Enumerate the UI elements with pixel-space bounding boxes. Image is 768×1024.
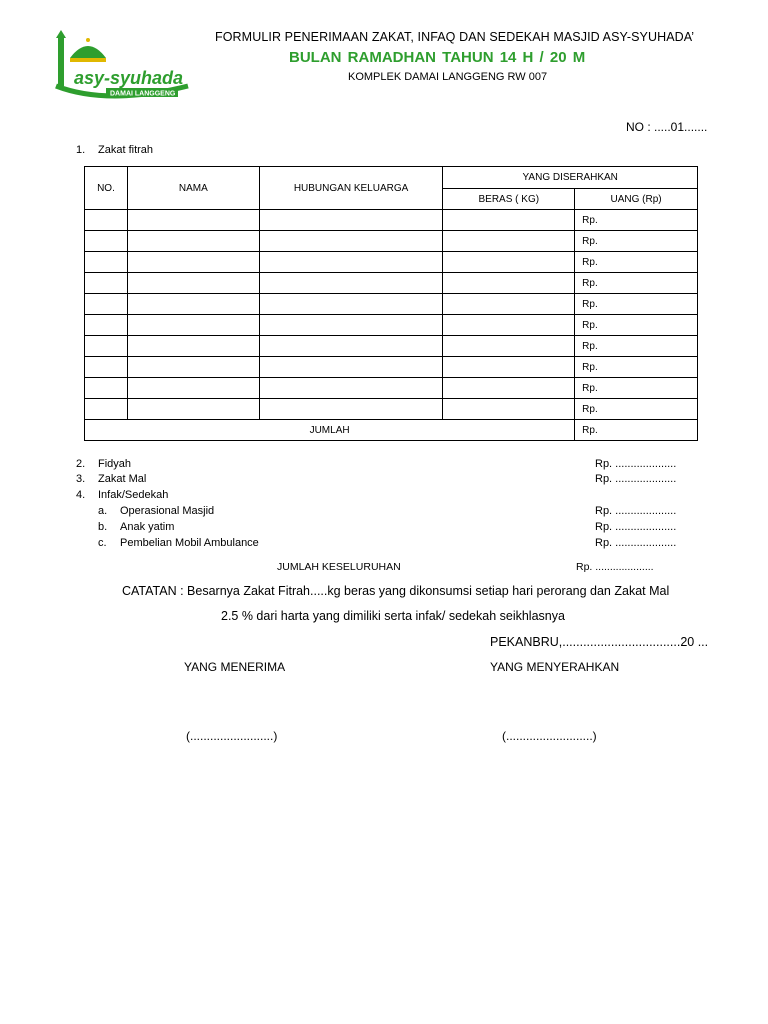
table-row — [85, 315, 698, 336]
subitem-anak-yatim — [98, 521, 174, 533]
amount-fidyah[interactable]: Rp. .................... — [595, 458, 677, 470]
col-header-group: YANG DISERAHKAN — [443, 167, 698, 189]
cell-uang[interactable]: Rp. — [575, 294, 698, 315]
minaret-icon — [58, 38, 64, 86]
item-infak — [76, 489, 168, 501]
cell-no[interactable] — [85, 210, 128, 231]
subitem-operasional — [98, 505, 214, 517]
cell-hubungan[interactable] — [259, 399, 443, 420]
address: KOMPLEK DAMAI LANGGENG RW 007 — [348, 71, 548, 83]
item-label: Zakat Mal — [98, 473, 147, 485]
item-zakat-mal — [76, 473, 146, 485]
receiver-signature[interactable]: (.........................) — [186, 729, 278, 743]
note-line-1: CATATAN : Besarnya Zakat Fitrah.....kg beras yang dikonsumsi setiap hari perorang dan Zakat Mal — [122, 584, 670, 598]
cell-beras[interactable] — [443, 210, 575, 231]
cell-no[interactable] — [85, 378, 128, 399]
cell-nama[interactable] — [127, 231, 259, 252]
form-title: FORMULIR PENERIMAAN ZAKAT, INFAQ DAN SEDEKAH MASJID ASY-SYUHADA’ — [215, 30, 695, 44]
cell-nama[interactable] — [127, 378, 259, 399]
cell-no[interactable] — [85, 399, 128, 420]
section-label: Zakat fitrah — [98, 144, 154, 156]
cell-hubungan[interactable] — [259, 294, 443, 315]
item-fidyah — [76, 458, 131, 470]
dome-icon — [70, 46, 106, 58]
amount-ambulance[interactable]: Rp. .................... — [595, 537, 677, 549]
table-row — [85, 231, 698, 252]
total-label: JUMLAH — [85, 420, 575, 441]
cell-nama[interactable] — [127, 315, 259, 336]
cell-uang[interactable]: Rp. — [575, 357, 698, 378]
item-label: Infak/Sedekah — [98, 489, 169, 501]
cell-uang[interactable]: Rp. — [575, 399, 698, 420]
cell-uang[interactable]: Rp. — [575, 315, 698, 336]
cell-beras[interactable] — [443, 294, 575, 315]
item-number: 4. — [76, 489, 86, 501]
zakat-fitrah-table — [84, 166, 698, 441]
col-header-uang: UANG (Rp) — [575, 189, 698, 210]
subitem-number: b. — [98, 521, 108, 533]
section-zakat-fitrah — [76, 144, 153, 156]
subitem-number: a. — [98, 505, 108, 517]
cell-hubungan[interactable] — [259, 273, 443, 294]
cell-no[interactable] — [85, 315, 128, 336]
cell-no[interactable] — [85, 294, 128, 315]
cell-beras[interactable] — [443, 336, 575, 357]
col-header-beras: BERAS ( KG) — [443, 189, 575, 210]
item-number: 3. — [76, 473, 86, 485]
table-row — [85, 336, 698, 357]
table-row — [85, 378, 698, 399]
col-header-nama: NAMA — [127, 167, 259, 210]
receiver-label: YANG MENERIMA — [184, 660, 286, 674]
cell-uang[interactable]: Rp. — [575, 231, 698, 252]
form-subtitle: BULAN RAMADHAN TAHUN 14 H / 20 M — [289, 49, 586, 66]
cell-beras[interactable] — [443, 315, 575, 336]
cell-nama[interactable] — [127, 357, 259, 378]
cell-uang[interactable]: Rp. — [575, 210, 698, 231]
col-header-no: NO. — [85, 167, 128, 210]
logo-subtext: DAMAI LANGGENG — [110, 90, 176, 98]
cell-no[interactable] — [85, 336, 128, 357]
cell-hubungan[interactable] — [259, 210, 443, 231]
giver-signature[interactable]: (..........................) — [502, 729, 597, 743]
cell-beras[interactable] — [443, 357, 575, 378]
cell-nama[interactable] — [127, 210, 259, 231]
cell-beras[interactable] — [443, 378, 575, 399]
table-row — [85, 399, 698, 420]
col-header-hubungan: HUBUNGAN KELUARGA — [259, 167, 443, 210]
cell-beras[interactable] — [443, 399, 575, 420]
amount-zakat-mal[interactable]: Rp. .................... — [595, 473, 677, 485]
subitem-label: Operasional Masjid — [120, 505, 215, 517]
cell-uang[interactable]: Rp. — [575, 378, 698, 399]
amount-operasional[interactable]: Rp. .................... — [595, 505, 677, 517]
cell-uang[interactable]: Rp. — [575, 273, 698, 294]
subitem-ambulance — [98, 537, 259, 549]
mosque-logo — [48, 28, 198, 106]
amount-anak-yatim[interactable]: Rp. .................... — [595, 521, 677, 533]
giver-label: YANG MENYERAHKAN — [490, 660, 620, 674]
place-date[interactable]: PEKANBRU,..................................20 ... — [490, 635, 709, 649]
table-row — [85, 294, 698, 315]
cell-nama[interactable] — [127, 399, 259, 420]
cell-nama[interactable] — [127, 336, 259, 357]
cell-beras[interactable] — [443, 252, 575, 273]
table-row — [85, 357, 698, 378]
cell-uang[interactable]: Rp. — [575, 252, 698, 273]
cell-beras[interactable] — [443, 231, 575, 252]
subitem-label: Pembelian Mobil Ambulance — [120, 537, 259, 549]
total-value[interactable]: Rp. — [575, 420, 698, 441]
item-label: Fidyah — [98, 458, 132, 470]
logo-text: asy-syuhada — [74, 68, 184, 88]
cell-hubungan[interactable] — [259, 315, 443, 336]
cell-beras[interactable] — [443, 273, 575, 294]
table-row — [85, 210, 698, 231]
cell-uang[interactable]: Rp. — [575, 336, 698, 357]
cell-hubungan[interactable] — [259, 357, 443, 378]
cell-hubungan[interactable] — [259, 336, 443, 357]
cell-no[interactable] — [85, 252, 128, 273]
cell-hubungan[interactable] — [259, 252, 443, 273]
cell-nama[interactable] — [127, 273, 259, 294]
section-number: 1. — [76, 144, 86, 156]
subitem-number: c. — [98, 537, 107, 549]
subitem-label: Anak yatim — [120, 521, 175, 533]
total-row — [85, 420, 698, 441]
cell-no[interactable] — [85, 273, 128, 294]
item-number: 2. — [76, 458, 86, 470]
cell-hubungan[interactable] — [259, 231, 443, 252]
form-number: NO : .....01....... — [626, 120, 708, 134]
grand-total-label: JUMLAH KESELURUHAN — [277, 561, 401, 573]
table-row — [85, 273, 698, 294]
cell-nama[interactable] — [127, 252, 259, 273]
cell-hubungan[interactable] — [259, 378, 443, 399]
cell-no[interactable] — [85, 357, 128, 378]
table-row — [85, 252, 698, 273]
note-line-2: 2.5 % dari harta yang dimiliki serta infak/ sedekah seikhlasnya — [221, 609, 565, 623]
cell-nama[interactable] — [127, 294, 259, 315]
cell-no[interactable] — [85, 231, 128, 252]
grand-total-amount[interactable]: Rp. .................... — [576, 561, 654, 573]
